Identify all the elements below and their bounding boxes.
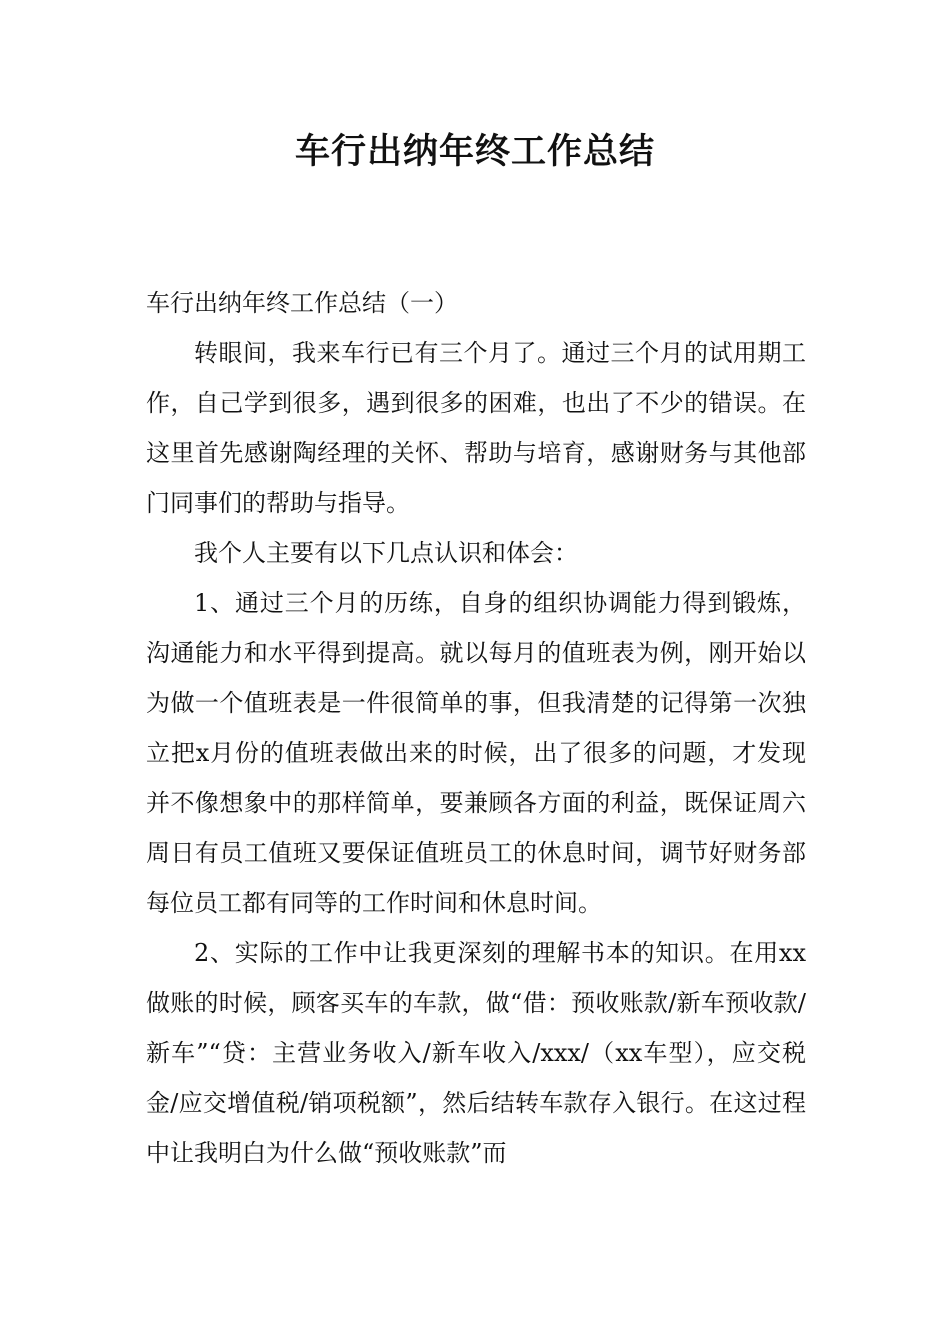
document-title: 车行出纳年终工作总结 <box>294 132 655 172</box>
paragraph-lead: 我个人主要有以下几点认识和体会： <box>194 539 578 567</box>
paragraph-point-1: 1、通过三个月的历练，自身的组织协调能力得到锻炼，沟通能力和水平得到提高。就以每月的值班表为例，刚开始以为做一个值班表是一件很简单的事，但我清楚的记得第一次独立把x月份的值班表做出来的时候，出了很多的问题，才发现并不像想象中的那样简单，要兼顾各方面的利益，既保证周六周日有员工值班又要保证值班员工的休息时间，调节好财务部每位员工都有同等的工作时间和休息时间。 <box>146 589 806 917</box>
paragraph-intro: 转眼间，我来车行已有三个月了。通过三个月的试用期工作，自己学到很多，遇到很多的困难，也出了不少的错误。在这里首先感谢陶经理的关怀、帮助与培育，感谢财务与其他部门同事们的帮助与指导。 <box>146 339 806 517</box>
document-body <box>146 278 806 1178</box>
paragraph-point-2: 2、实际的工作中让我更深刻的理解书本的知识。在用xx做账的时候，顾客买车的车款，做“借：预收账款/新车预收款/新车”“贷：主营业务收入/新车收入/xxx/（xx车型），应交税金/应交增值税/销项税额”，然后结转车款存入银行。在这过程中让我明白为什么做“预收账款”而 <box>146 939 806 1167</box>
section-subtitle: 车行出纳年终工作总结（一） <box>146 289 458 317</box>
